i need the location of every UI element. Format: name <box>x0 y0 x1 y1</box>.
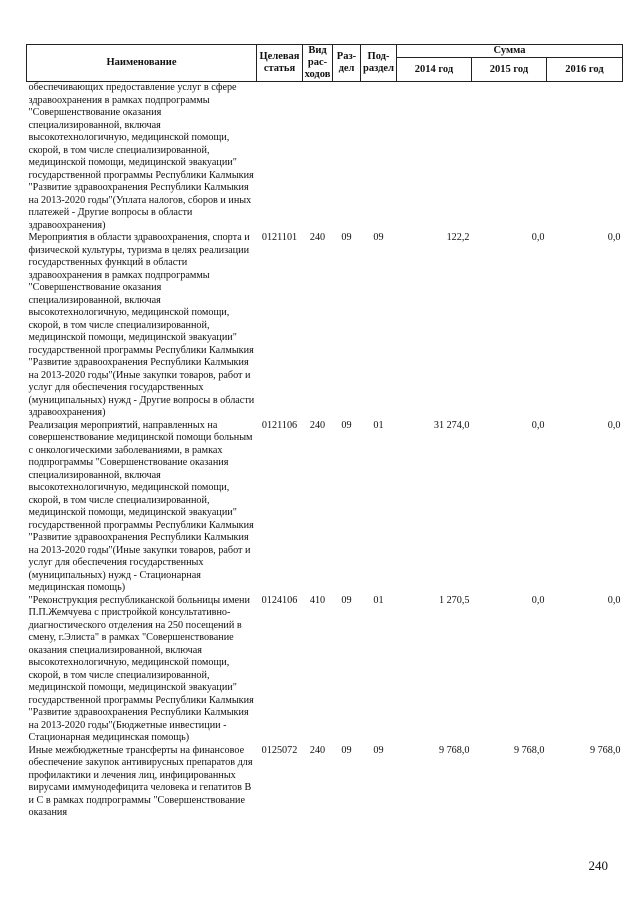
row-amount-2014: 31 274,0 <box>433 419 470 431</box>
row-vid: 410 <box>309 594 326 606</box>
row-amount-2015: 0,0 <box>531 232 545 243</box>
row-podrazdel: 09 <box>373 744 384 756</box>
row-amount-2015: 9 768,0 <box>513 744 545 756</box>
row-vid: 240 <box>309 419 326 431</box>
row-razdel: 09 <box>341 232 352 243</box>
row-vid <box>303 82 333 233</box>
row-podrazdel <box>361 82 397 233</box>
row-amount-2014: 122,2 <box>446 232 470 243</box>
header-year-2016: 2016 год <box>547 58 623 82</box>
table-header <box>27 45 623 82</box>
row-amount-2016: 0,0 <box>607 232 621 243</box>
row-name: Реализация мероприятий, направленных на совершенствование медицинской помощи больным с онкологическими заболеваниями, в рамках подпрограммы "Совершенствование оказания специализированной, включая высокотехнологичную, медицинской помощи, скорой, в том числе специализированной, медицинской помощи, медицинской эвакуации" государственной программы Республики Калмыкия "Развитие здравоохранения Республики Калмыкия на 2013-2020 годы"(Иные закупки товаров, работ и услуг для обеспечения государственных (муниципальных) нужд - Стационарная медицинская помощь) <box>28 419 254 593</box>
row-code: 0125072 <box>261 744 298 756</box>
row-razdel: 09 <box>341 594 352 606</box>
row-amount-2014 <box>397 82 472 233</box>
row-amount-2016: 9 768,0 <box>589 744 621 756</box>
header-year-2015: 2015 год <box>472 58 547 82</box>
header-razdel: Раз-дел <box>333 45 361 82</box>
row-code <box>257 82 303 233</box>
row-amount-2014: 1 270,5 <box>438 594 470 606</box>
row-name: Иные межбюджетные трансферты на финансовое обеспечение закупок антивирусных препаратов для профилактики и лечения лиц, инфицированных вирусами иммунодефицита человека и гепатитов В и С в рамках подпрограммы "Совершенствование оказания <box>28 744 253 818</box>
row-amount-2015 <box>472 82 547 233</box>
row-amount-2016: 0,0 <box>607 419 621 431</box>
row-code: 0121101 <box>261 232 298 243</box>
table-row <box>27 420 623 595</box>
header-year-2014: 2014 год <box>397 58 472 82</box>
row-podrazdel: 09 <box>373 232 384 243</box>
table-body <box>27 82 623 820</box>
table-row <box>27 595 623 745</box>
page-number: 240 <box>588 858 608 873</box>
row-amount-2015: 0,0 <box>531 594 545 606</box>
header-name: Наименование <box>27 45 257 82</box>
row-razdel <box>333 82 361 233</box>
row-podrazdel: 01 <box>373 419 384 431</box>
table-row <box>27 82 623 233</box>
row-vid: 240 <box>309 232 326 243</box>
row-name: "Реконструкция республиканской больницы имени П.П.Жемчуева с пристройкой консультативно-диагностического отделения на 250 посещений в смену, г.Элиста" в рамках "Совершенствование оказания специализированной, включая высокотехнологичную, медицинской помощи, скорой, в том числе специализированной, медицинской помощи, медицинской эвакуации" государственной программы Республики Калмыкия "Развитие здравоохранения Республики Калмыкия на 2013-2020 годы"(Бюджетные инвестиции - Стационарная медицинская помощь) <box>28 594 254 743</box>
row-razdel: 09 <box>341 419 352 431</box>
row-code: 0121106 <box>261 419 298 431</box>
row-amount-2014: 9 768,0 <box>438 744 470 756</box>
table-row <box>27 745 623 820</box>
table-row <box>27 232 623 420</box>
row-code: 0124106 <box>261 594 298 606</box>
row-name: Мероприятия в области здравоохранения, спорта и физической культуры, туризма в целях реализации государственных функций в области здравоохранения в рамках подпрограммы "Совершенствование оказания специализированной, включая высокотехнологичную, медицинской помощи, скорой, в том числе специализированной, медицинской помощи, медицинской эвакуации" государственной программы Республики Калмыкия "Развитие здравоохранения Республики Калмыкия на 2013-2020 годы"(Иные закупки товаров, работ и услуг для обеспечения государственных (муниципальных) нужд - Другие вопросы в области здравоохранения) <box>28 232 255 418</box>
header-podrazdel: Под-раздел <box>361 45 397 82</box>
budget-table <box>26 44 623 820</box>
row-razdel: 09 <box>341 744 352 756</box>
row-vid: 240 <box>309 744 326 756</box>
header-vid: Вид рас-ходов <box>303 45 333 82</box>
row-podrazdel: 01 <box>373 594 384 606</box>
row-amount-2016: 0,0 <box>607 594 621 606</box>
row-name: обеспечивающих предоставление услуг в сфере здравоохранения в рамках подпрограммы "Совершенствование оказания специализированной, включая высокотехнологичную, медицинской помощи, скорой, в том числе специализированной, медицинской помощи, медицинской эвакуации" государственной программы Республики Калмыкия "Развитие здравоохранения Республики Калмыкия на 2013-2020 годы"(Уплата налогов, сборов и иных платежей - Другие вопросы в области здравоохранения) <box>28 82 254 231</box>
row-amount-2016 <box>547 82 623 233</box>
row-amount-2015: 0,0 <box>531 419 545 431</box>
header-sum: Сумма <box>397 45 623 58</box>
header-code: Целевая статья <box>257 45 303 82</box>
